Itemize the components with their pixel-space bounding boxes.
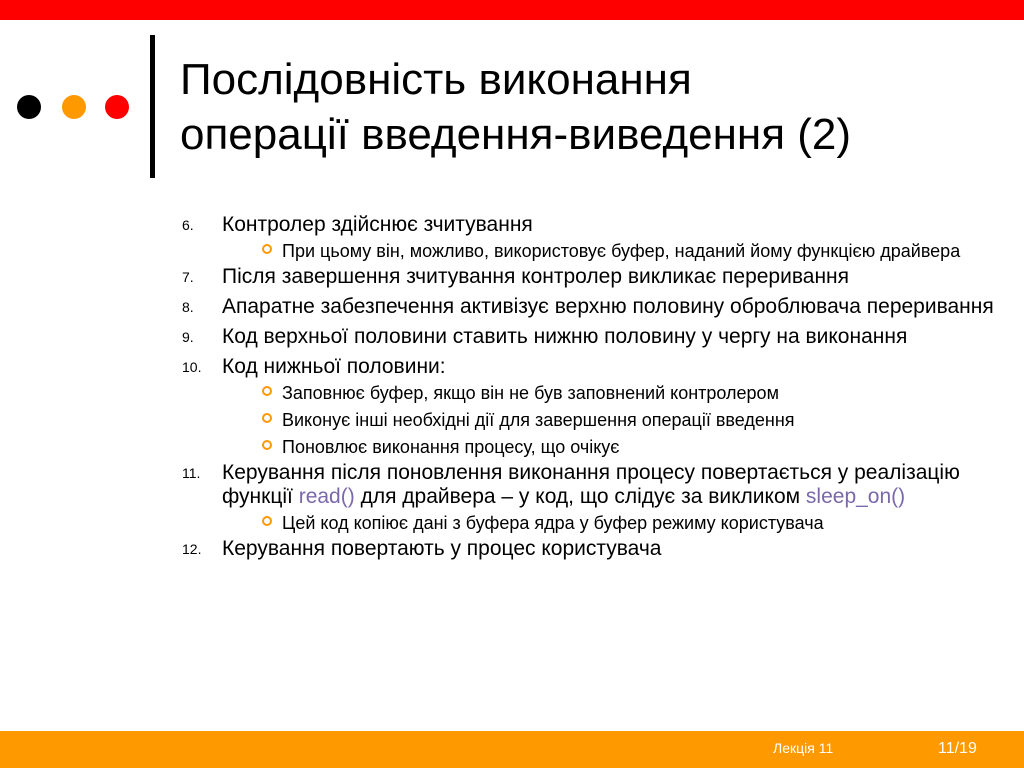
sub-list <box>222 240 1000 262</box>
sub-item-text: Виконує інші необхідні дії для завершення операції введення <box>282 410 795 430</box>
item-number: 7. <box>182 269 194 285</box>
circle-bullet-icon <box>262 516 272 526</box>
slide-body <box>180 213 1000 567</box>
circle-bullet-icon <box>262 386 272 396</box>
code-read: read() <box>298 485 355 508</box>
top-accent-bar <box>0 0 1024 20</box>
slide-number: 11/19 <box>938 740 977 757</box>
sub-list <box>222 512 1000 534</box>
list-item <box>180 295 1000 319</box>
item-text: Після завершення зчитування контролер викликає переривання <box>222 265 850 288</box>
sub-item-text: Поновлює виконання процесу, що очікує <box>282 437 620 457</box>
item-number: 11. <box>182 465 201 481</box>
item-text: Керування після поновлення виконання процесу повертається у реалізацію функції <box>222 461 960 508</box>
sub-list-item <box>222 409 1000 431</box>
sub-item-text: При цьому він, можливо, використовує буфер, наданий йому функцією драйвера <box>282 241 961 261</box>
list-item <box>180 355 1000 458</box>
list-item <box>180 325 1000 349</box>
item-text: Апаратне забезпечення активізує верхню половину оброблювача переривання <box>222 295 994 318</box>
item-text-continued: для драйвера – у код, що слідує за викликом <box>354 485 806 508</box>
item-text: Контролер здійснює зчитування <box>222 213 533 236</box>
list-item <box>180 265 1000 289</box>
footer-bar <box>0 731 1024 768</box>
orange-dot-icon <box>62 95 86 119</box>
circle-bullet-icon <box>262 440 272 450</box>
sub-item-text: Цей код копіює дані з буфера ядра у буфер режиму користувача <box>282 513 824 533</box>
list-item <box>180 213 1000 262</box>
item-number: 10. <box>182 359 202 375</box>
item-text: Код верхньої половини ставить нижню половину у чергу на виконання <box>222 325 908 348</box>
item-number: 12. <box>182 541 202 557</box>
red-dot-icon <box>105 95 129 119</box>
item-number: 6. <box>182 217 194 233</box>
circle-bullet-icon <box>262 413 272 423</box>
footer-lecture-label: Лекція 11 <box>773 740 834 756</box>
sub-item-text: Заповнює буфер, якщо він не був заповнений контролером <box>282 383 779 403</box>
item-number: 9. <box>182 329 194 345</box>
sub-list-item <box>222 512 1000 534</box>
sub-list-item <box>222 382 1000 404</box>
item-text: Керування повертають у процес користувача <box>222 537 662 560</box>
slide-title <box>180 52 1010 162</box>
black-dot-icon <box>17 95 41 119</box>
list-item <box>180 537 1000 561</box>
title-line-1: Послідовність виконання <box>180 55 692 104</box>
sub-list-item <box>222 436 1000 458</box>
sub-list <box>222 382 1000 458</box>
item-number: 8. <box>182 299 194 315</box>
list-item <box>180 461 1000 534</box>
code-sleep-on: sleep_on() <box>805 485 906 508</box>
title-line-2: операції введення-виведення (2) <box>180 110 852 159</box>
title-divider <box>150 35 155 178</box>
item-text: Код нижньої половини: <box>222 355 446 378</box>
circle-bullet-icon <box>262 244 272 254</box>
sub-list-item <box>222 240 1000 262</box>
